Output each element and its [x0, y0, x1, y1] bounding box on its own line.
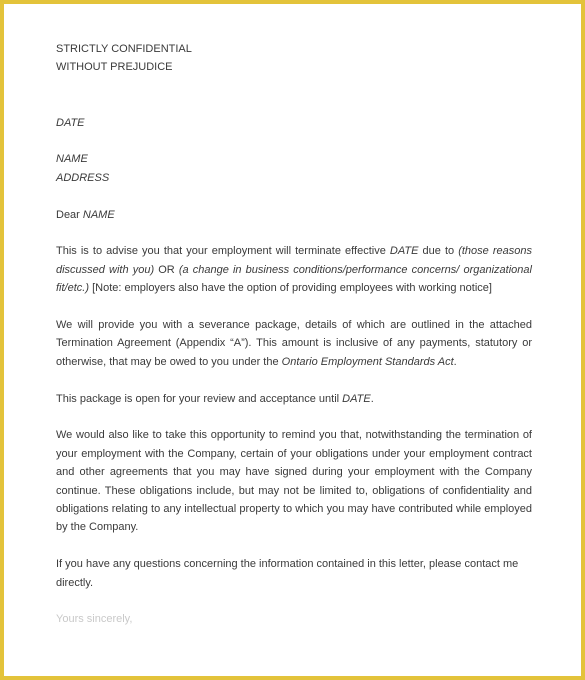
act-name: Ontario Employment Standards Act: [281, 355, 454, 368]
para1-text: This is to advise you that your employment will terminate effective: [56, 245, 390, 258]
para3-end: .: [370, 392, 374, 405]
salutation-name: NAME: [82, 208, 115, 221]
para3-text: This package is open for your review and acceptance until: [56, 392, 343, 405]
confidential-header: STRICTLY CONFIDENTIAL: [56, 43, 192, 55]
reason-option-1: (those reasons discussed with you): [56, 245, 532, 276]
termination-paragraph: [56, 242, 532, 297]
termination-date: DATE: [389, 245, 419, 258]
para1-or: OR: [154, 263, 179, 276]
severance-paragraph: [56, 316, 532, 371]
letter-body: [56, 40, 532, 629]
para2-text: We will provide you with a severance package, details of which are outlined in the attached Termination Agreement (Appendix “A”). This amount is inclusive of any payments, statutory or otherwise, that may be owed to you under the: [56, 319, 532, 368]
salutation: [56, 206, 532, 224]
obligations-paragraph: We would also like to take this opportunity to remind you that, notwithstanding the termination of your employment with the Company, certain of your obligations under your employment contract and other agreements that you may have signed during your employment with the Company continue. These obligations include, but may not be limited to, obligations of confidentiality and obligations relating to any intellectual property to which you may have contributed while employed by the Company.: [56, 429, 532, 534]
recipient-address: ADDRESS: [56, 171, 110, 184]
para2-end: .: [453, 355, 457, 368]
prejudice-header: WITHOUT PREJUDICE: [56, 61, 173, 74]
acceptance-paragraph: [56, 390, 532, 408]
salutation-prefix: Dear: [56, 208, 83, 221]
acceptance-date: DATE: [342, 392, 371, 405]
letter-page: [4, 4, 581, 676]
letter-date: DATE: [56, 116, 85, 129]
employer-note: [Note: employers also have the option of providing employees with working notice]: [89, 282, 492, 295]
reason-option-2: (a change in business conditions/performance concerns/ organizational fit/etc.): [56, 263, 532, 295]
closing: Yours sincerely,: [56, 613, 133, 626]
contact-paragraph: If you have any questions concerning the information contained in this letter, please contact me directly.: [56, 558, 519, 589]
para1-connector: due to: [418, 245, 459, 258]
recipient-name: NAME: [56, 153, 88, 166]
